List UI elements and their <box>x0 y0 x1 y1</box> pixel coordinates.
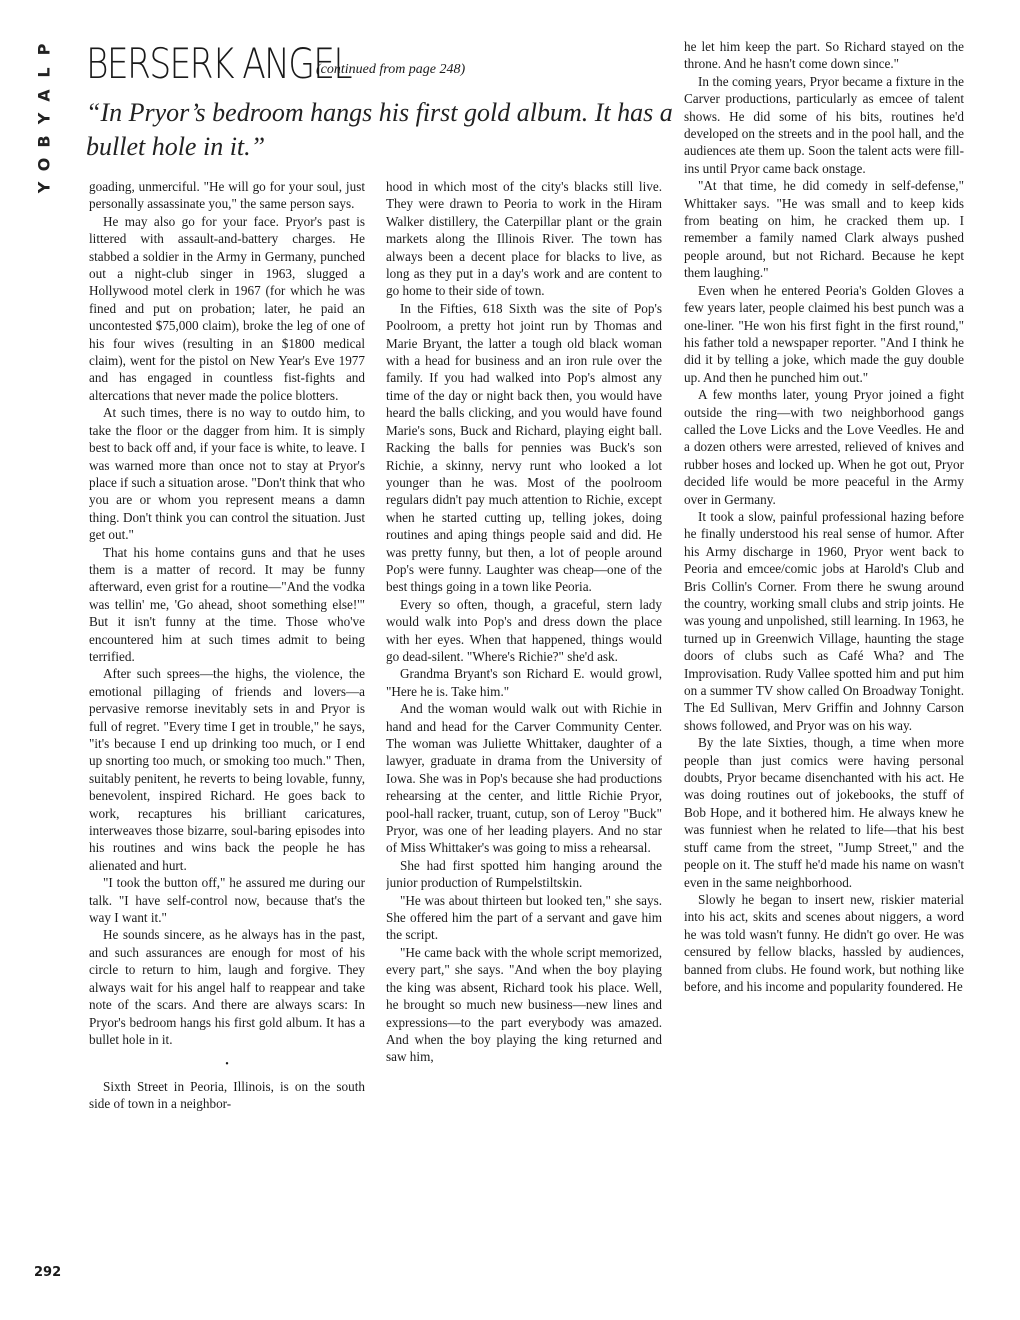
paragraph: he let him keep the part. So Richard stayed on the throne. And he hasn't come down since." <box>684 39 964 72</box>
article-header <box>86 38 676 164</box>
title-row <box>86 38 676 86</box>
paragraph: At such times, there is no way to outdo him, to take the floor or the dagger from him. It is simply best to back off and, if your face is white, to leave. I was warned more than once not to stay at Pryor's place if such a situation arose. "Don't think that who you are or whom you represent means a damn thing. Don't think you can control the situation. Just get out." <box>89 405 365 543</box>
paragraph: Sixth Street in Peoria, Illinois, is on the south side of town in a neighbor- <box>89 1078 365 1112</box>
brand-letter: Y <box>34 181 54 194</box>
text-column-1 <box>89 178 365 1242</box>
magazine-brand-vertical <box>30 38 58 199</box>
paragraph: Even when he entered Peoria's Golden Gloves a few years later, people claimed his best punch was a one-liner. "He won his first fight in the first round," his father told a newspaper reporter. "And I think he did it by telling a joke, which made the guy double up. And then he punched him out." <box>684 282 964 385</box>
paragraph: hood in which most of the city's blacks still live. They were drawn to Peoria to work in the Hiram Walker distillery, the Caterpillar plant or the grain markets along the Illinois River. The town has always been a decent place for blacks to live, as long as they put in a day's work and are content to go home to their side of town. <box>386 179 662 299</box>
paragraph: "He came back with the whole script memorized, every part," she says. "And when the boy playing the king was absent, Richard took his place. Well, he brought so much new business—new lines and expressions—to the part everybody was amazed. And when the boy playing the king returned and saw him, <box>386 944 662 1065</box>
paragraph: In the Fifties, 618 Sixth was the site of Pop's Poolroom, a pretty hot joint run by Thomas and Marie Bryant, the latter a tough old black woman with a head for business and an iron rule over the family. If you had walked into Pop's almost any time of the day or night back then, you would have heard the balls clicking, and you would have found Marie's sons, Buck and Richard, playing eight ball. Racking the balls for pennies was Buck's son Richie, a skinny, nervy runt who looked a lot younger than he was. Most of the poolroom regulars didn't pay much attention to Richie, except when he started cutting up, telling jokes, doing routines and aping things people said and did. He was pretty funny, but then, a lot of people around Pop's were funny. Laughter was cheap—one of the best things going in a town like Peoria. <box>386 300 662 595</box>
paragraph: And the woman would walk out with Richie in hand and head for the Carver Community Center. The woman was Juliette Whittaker, daughter of a lawyer, graduate in drama from the University of Iowa. She was in Pop's because she had productions rehearsing at the center, and little Richie Pryor, pool-hall racker, truant, cutup, son of Leroy "Buck" Pryor, was one of her leading players. And no star of Miss Whittaker's was going to miss a rehearsal. <box>386 701 662 856</box>
article-title: BERSERK ANGEL <box>86 39 351 88</box>
paragraph: "He was about thirteen but looked ten," she says. She offered him the part of a servant and gave him the script. <box>386 892 662 943</box>
text-column-3 <box>684 38 964 1286</box>
brand-letter: P <box>34 43 54 56</box>
pull-quote: “In Pryor’s bedroom hangs his first gold album. It has a bullet hole in it.” <box>86 98 673 161</box>
continued-note: (continued from page 248) <box>316 62 466 77</box>
paragraph: "I took the button off," he assured me during our talk. "I have self-control now, because that's the way I want it." <box>89 875 365 926</box>
text-column-2 <box>386 178 662 1286</box>
paragraph: Grandma Bryant's son Richard E. would growl, "Here he is. Take him." <box>386 666 662 699</box>
brand-letter: O <box>34 157 54 172</box>
brand-letter: L <box>34 67 54 78</box>
paragraph: It took a slow, painful professional hazing before he finally understood his real sense of humor. After his Army discharge in 1960, Pryor went back to Peoria and emcee/comic jobs at Harold's Club and Bris Collin's Corner. From there he swung around the country, working small clubs and strip joints. He was young and unpolished, still learning. In 1963, he turned up in Greenwich Village, haunting the stage doors of clubs such as Café Wha? and The Improvisation. Rudy Vallee spotted him and put him on a summer TV show called On Broadway Tonight. The Ed Sullivan, Merv Griffin and Johnny Carson shows followed, and Pryor was on his way. <box>684 508 964 733</box>
paragraph: "At that time, he did comedy in self-defense," Whittaker says. "He was small and to keep kids from beating on him, he cracked them up. I remember a family named Clark always pushed people around, but not Richard. Because he kept them laughing." <box>684 178 964 281</box>
section-break-bullet: • <box>225 1059 229 1071</box>
paragraph: goading, unmerciful. "He will go for your soul, just personally assassinate you," the same person says. <box>89 179 365 212</box>
paragraph: Slowly he began to insert new, riskier material into his act, skits and scenes about niggers, a word he was told wasn't funny. He didn't go over. He was censured by fellow blacks, hassled by audiences, banned from clubs. He found work, but nothing like before, and his income and popularity foundered. He <box>684 891 964 994</box>
paragraph: She had first spotted him hanging around the junior production of Rumpelstiltskin. <box>386 857 662 891</box>
paragraph: After such sprees—the highs, the violence, the emotional pillaging of friends and lovers—a pervasive remorse inevitably sets in and Pryor is full of regret. "Every time I get in trouble," he says, "it's because I end up drinking too much, or I end up snorting too much, or smoking too much." Then, suitably penitent, he reverts to being lovable, funny, benevolent, inspired Richard. He goes back to work, recaptures his brilliant caricatures, interweaves those bizarre, soul-baring episodes into his routines and wins back the people he has alienated and hurt. <box>89 666 365 873</box>
paragraph: By the late Sixties, though, a time when more people than just comics were having personal doubts, Pryor became disenchanted with his act. He was doing routines out of jokebooks, the stuff of Bob Hope, and it bothered him. He always knew he was funniest when he related to life—that his best stuff came from the street, "Jump Street," and the people on it. The stuff he'd made his name on wasn't even in the same neighborhood. <box>684 735 964 890</box>
paragraph: He may also go for your face. Pryor's past is littered with assault-and-battery charges. He stabbed a soldier in the Army in Germany, punched out a night-club singer in 1963, slugged a Hollywood motel clerk in 1967 (for which he was fined and put on probation; later, he paid an uncontested $75,000 claim), broke the leg of one of his four wives (resulting in an $1800 medical claim), went for the pistol on New Year's Eve 1977 and has engaged in countless fist-fights and altercations that never made the police blotters. <box>89 213 365 403</box>
paragraph: That his home contains guns and that he uses them is a matter of record. It may be funny afterward, even grist for a routine—"And the vodka was tellin' me, 'Go ahead, shoot something else!'" But it isn't funny at the time. Those who've encountered him at such times admit to being terrified. <box>89 544 365 664</box>
page-number: 292 <box>34 1265 62 1280</box>
paragraph: Every so often, though, a graceful, stern lady would walk into Pop's and dress down the place with her eyes. When that happened, things would go dead-silent. "Where's Richie?" she'd ask. <box>386 596 662 664</box>
brand-letter: Y <box>34 112 54 125</box>
paragraph: A few months later, young Pryor joined a fight outside the ring—with two neighborhood gangs called the Love Licks and the Love Veedles. He and a dozen others were arrested, relieved of knives and rubber hoses and locked up. When he got out, Pryor decided life would be more peaceful in the Army over in Germany. <box>684 387 964 507</box>
brand-letter: A <box>34 89 54 102</box>
paragraph: In the coming years, Pryor became a fixture in the Carver productions, particularly as emcee of talent shows. He did some of his bits, routines he'd developed on the streets and in the pool hall, and the audiences ate them up. Soon the talent acts were fill-ins until Pryor came back onstage. <box>684 73 964 176</box>
brand-letter: B <box>34 135 54 148</box>
paragraph: He sounds sincere, as he always has in the past, and such assurances are enough for most of his circle to return to him, laugh and forgive. They always wait for his angel half to reappear and take note of the scars. And there are always scars: In Pryor's bedroom hangs his first gold album. It has a bullet hole in it. <box>89 927 365 1047</box>
